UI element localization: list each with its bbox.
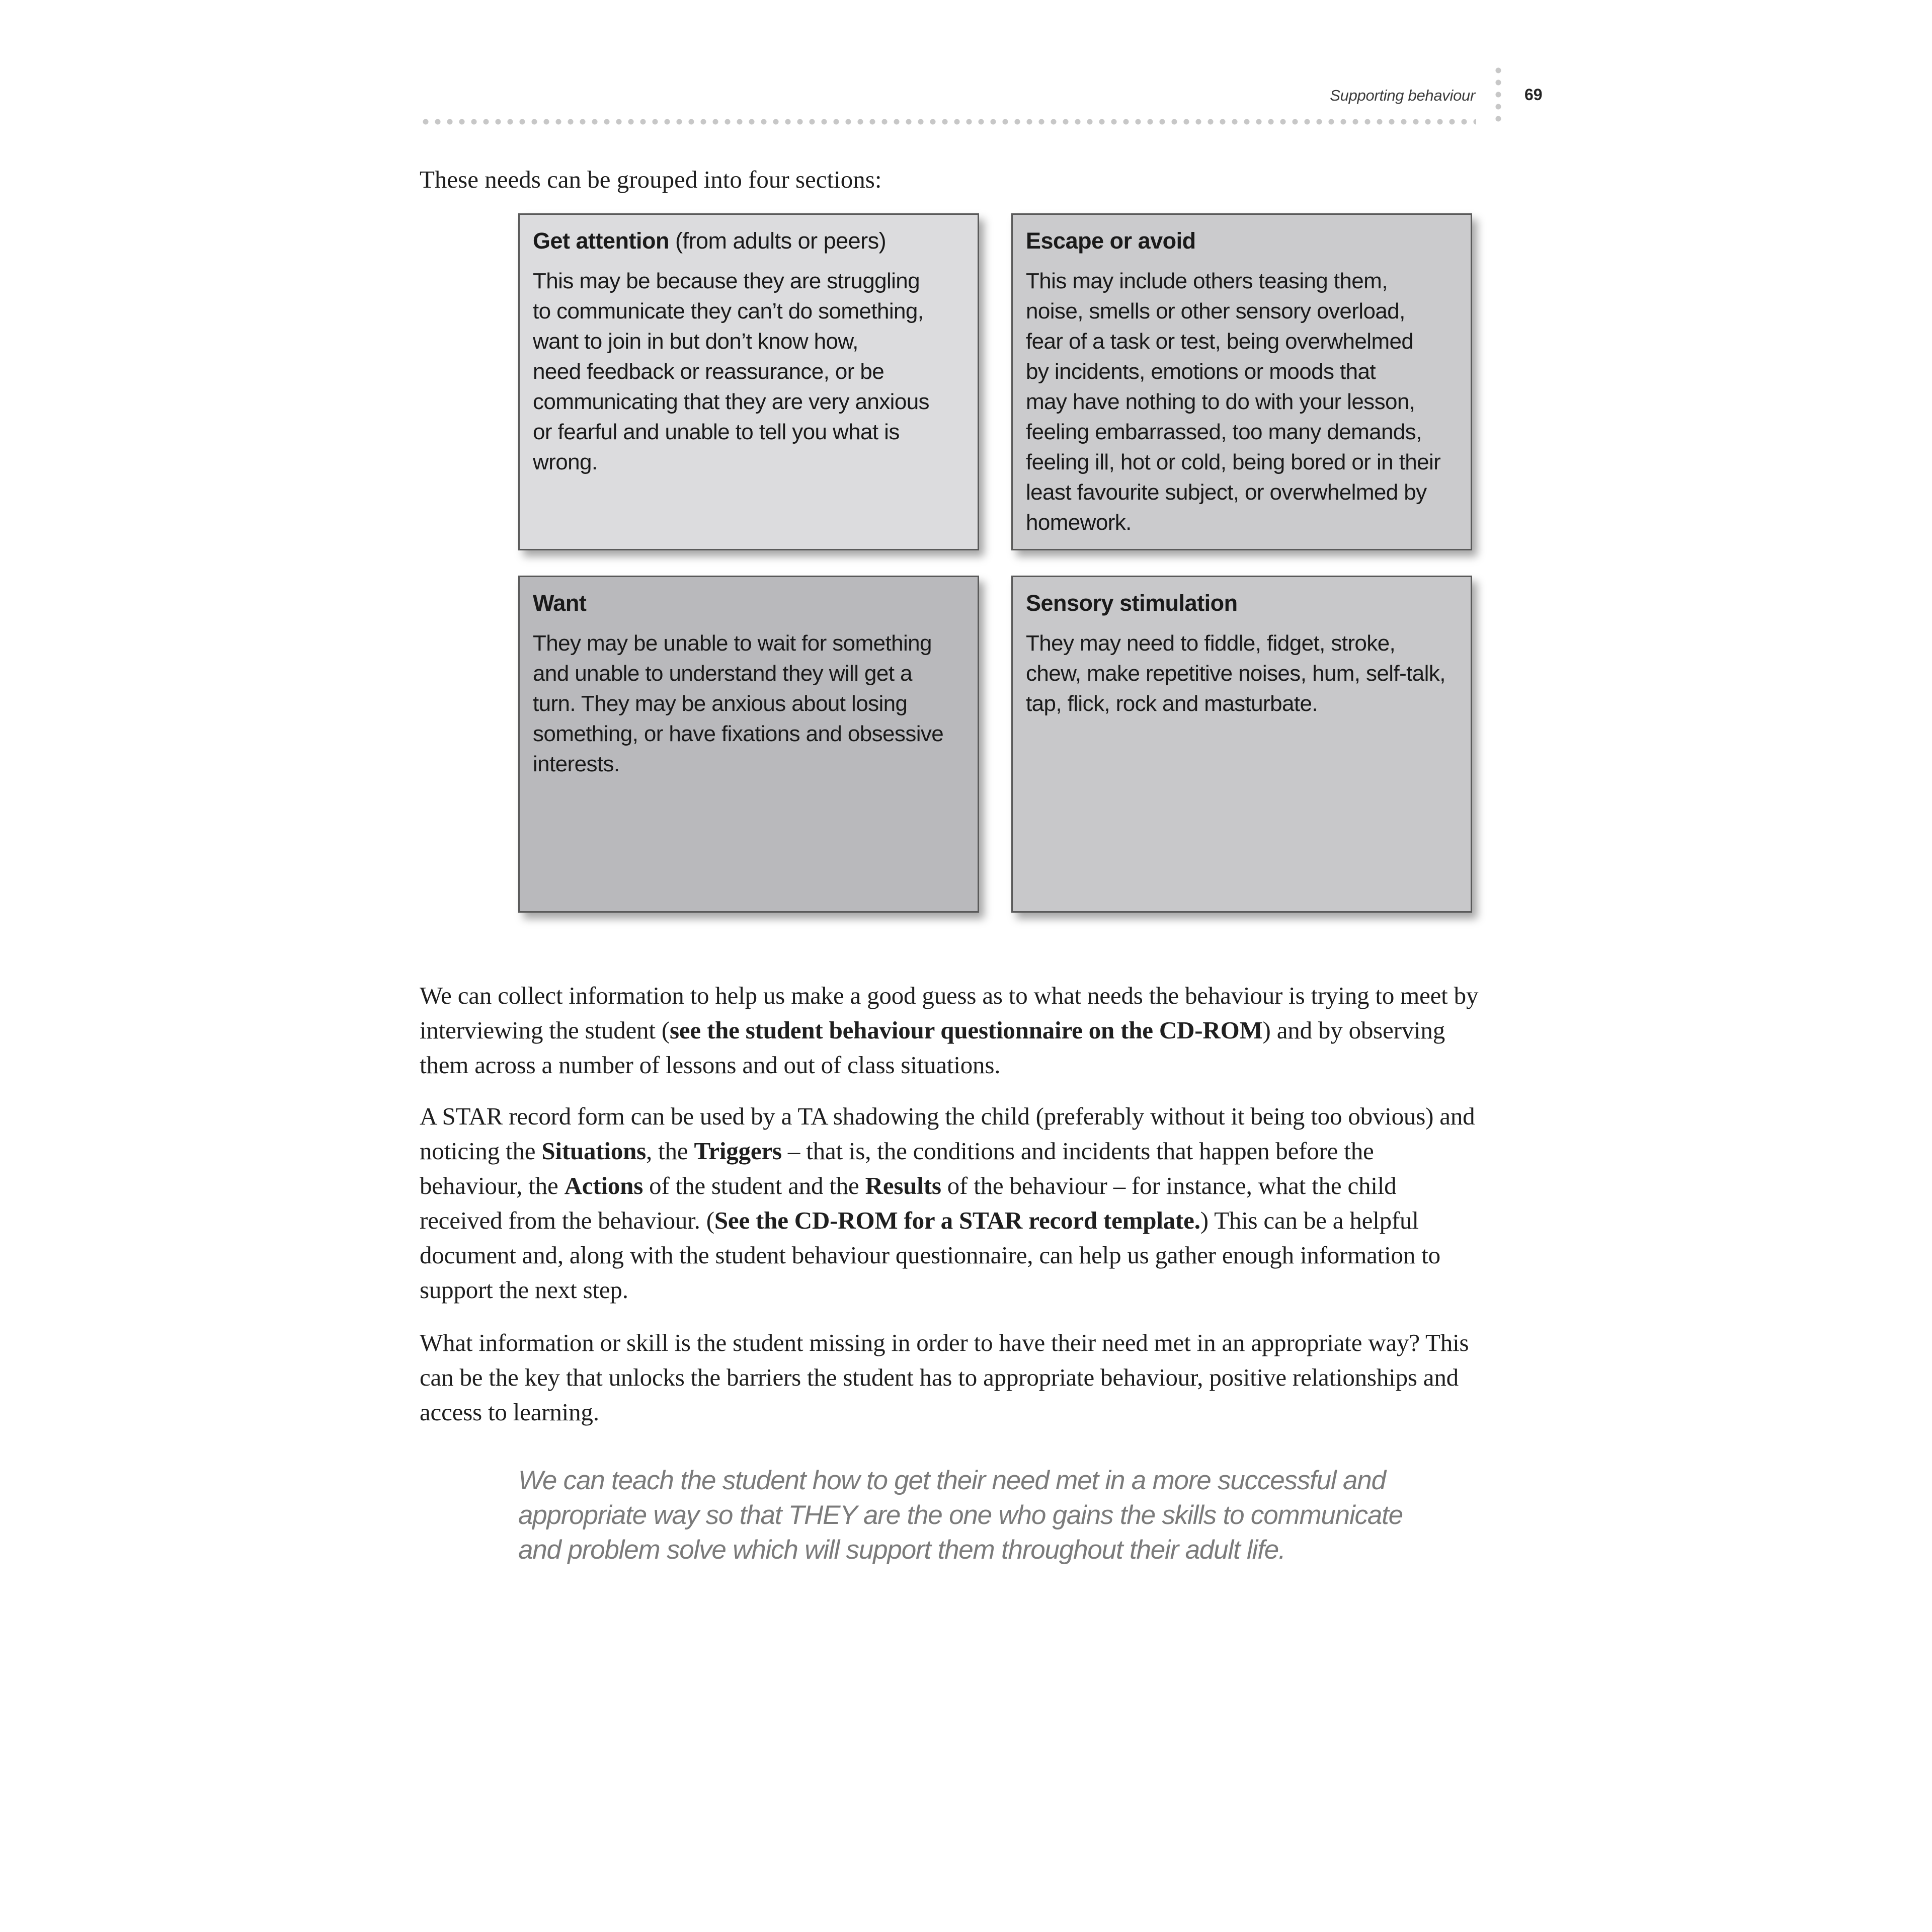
need-description: [533, 628, 965, 779]
page-number: 69: [1524, 86, 1543, 104]
text-line: or fearful and unable to tell you what is: [533, 420, 900, 444]
text-run: We can collect information to help us make a good guess as to what needs the behaviour is trying to meet by interviewing the student (: [420, 982, 1479, 1044]
paragraph-missing-skill: [420, 1325, 1481, 1429]
dotted-rule: [420, 119, 1476, 125]
text-line: fear of a task or test, being overwhelmed: [1026, 329, 1414, 354]
bold-text-run: See the CD-ROM for a STAR record template.: [714, 1206, 1200, 1234]
bold-text-run: Triggers: [694, 1137, 782, 1165]
need-heading: [1026, 226, 1459, 256]
text-run: of the behaviour – for instance, what the child received from the behaviour. (: [420, 1172, 1397, 1234]
text-line: to communicate they can’t do something,: [533, 299, 924, 324]
text-run: , the: [646, 1137, 694, 1165]
text-line: They may need to fiddle, fidget, stroke,: [1026, 631, 1396, 656]
need-heading: [1026, 588, 1459, 618]
header-dot-divider: [1495, 64, 1501, 127]
need-description: [533, 266, 965, 477]
text-run: – that is, the conditions and incidents that happen before the behaviour, the: [420, 1137, 1374, 1199]
text-line: and problem solve which will support them throughout their adult life.: [518, 1535, 1285, 1565]
text-line: feeling embarrassed, too many demands,: [1026, 420, 1422, 444]
text-line: by incidents, emotions or moods that: [1026, 359, 1376, 384]
text-line: want to join in but don’t know how,: [533, 329, 858, 354]
text-line: feeling ill, hot or cold, being bored or in their: [1026, 450, 1441, 474]
text-line: This may be because they are struggling: [533, 269, 920, 293]
need-description: [1026, 628, 1459, 719]
text-line: tap, flick, rock and masturbate.: [1026, 691, 1318, 716]
text-line: noise, smells or other sensory overload,: [1026, 299, 1405, 324]
bold-text-run: Situations: [541, 1137, 647, 1165]
need-box-want: [518, 576, 979, 913]
need-heading: [533, 588, 965, 618]
text-line: need feedback or reassurance, or be: [533, 359, 884, 384]
text-line: homework.: [1026, 510, 1132, 535]
need-description: [1026, 266, 1459, 538]
need-title: Escape or avoid: [1026, 228, 1196, 254]
text-run: What information or skill is the student missing in order to have their need met in an appropriate way? This can be the key that unlocks the barriers the student has to appropriate behaviour, positive relationships and access to learning.: [420, 1329, 1469, 1426]
text-line: turn. They may be anxious about losing: [533, 691, 908, 716]
need-title: Get attention: [533, 228, 669, 254]
paragraph-star-record: [420, 1099, 1481, 1307]
text-run: ) This can be a helpful document and, along with the student behaviour questionnaire, can help us gather enough information to support the next step.: [420, 1206, 1440, 1304]
text-line: something, or have fixations and obsessive: [533, 721, 944, 746]
text-line: appropriate way so that THEY are the one who gains the skills to communicate: [518, 1500, 1403, 1530]
need-title: Sensory stimulation: [1026, 590, 1238, 616]
need-box-get-attention: [518, 213, 979, 550]
pull-quote: [518, 1463, 1444, 1567]
bold-text-run: Actions: [564, 1172, 643, 1199]
text-line: They may be unable to wait for something: [533, 631, 932, 656]
need-box-escape-or-avoid: [1011, 213, 1472, 550]
text-line: We can teach the student how to get their need met in a more successful and: [518, 1466, 1386, 1495]
text-line: least favourite subject, or overwhelmed by: [1026, 480, 1427, 505]
need-heading: [533, 226, 965, 256]
text-line: may have nothing to do with your lesson,: [1026, 389, 1415, 414]
text-line: This may include others teasing them,: [1026, 269, 1388, 293]
text-run: A STAR record form can be used by a TA shadowing the child (preferably without it being too obvious) and noticing the: [420, 1102, 1475, 1165]
text-line: wrong.: [533, 450, 598, 474]
text-line: interests.: [533, 752, 620, 776]
text-run: ) and by observing them across a number of lessons and out of class situations.: [420, 1016, 1445, 1079]
need-subtitle: (from adults or peers): [675, 228, 887, 254]
text-line: and unable to understand they will get a: [533, 661, 912, 686]
bold-text-run: Results: [865, 1172, 941, 1199]
need-title: Want: [533, 590, 587, 616]
text-line: chew, make repetitive noises, hum, self-talk,: [1026, 661, 1445, 686]
intro-sentence: These needs can be grouped into four sections:: [420, 166, 882, 193]
running-title: Supporting behaviour: [1330, 87, 1475, 104]
need-box-sensory-stimulation: [1011, 576, 1472, 913]
paragraph-collect-information: [420, 978, 1481, 1082]
bold-text-run: see the student behaviour questionnaire on the CD-ROM: [669, 1016, 1263, 1044]
text-line: communicating that they are very anxious: [533, 389, 929, 414]
text-run: of the student and the: [643, 1172, 865, 1199]
